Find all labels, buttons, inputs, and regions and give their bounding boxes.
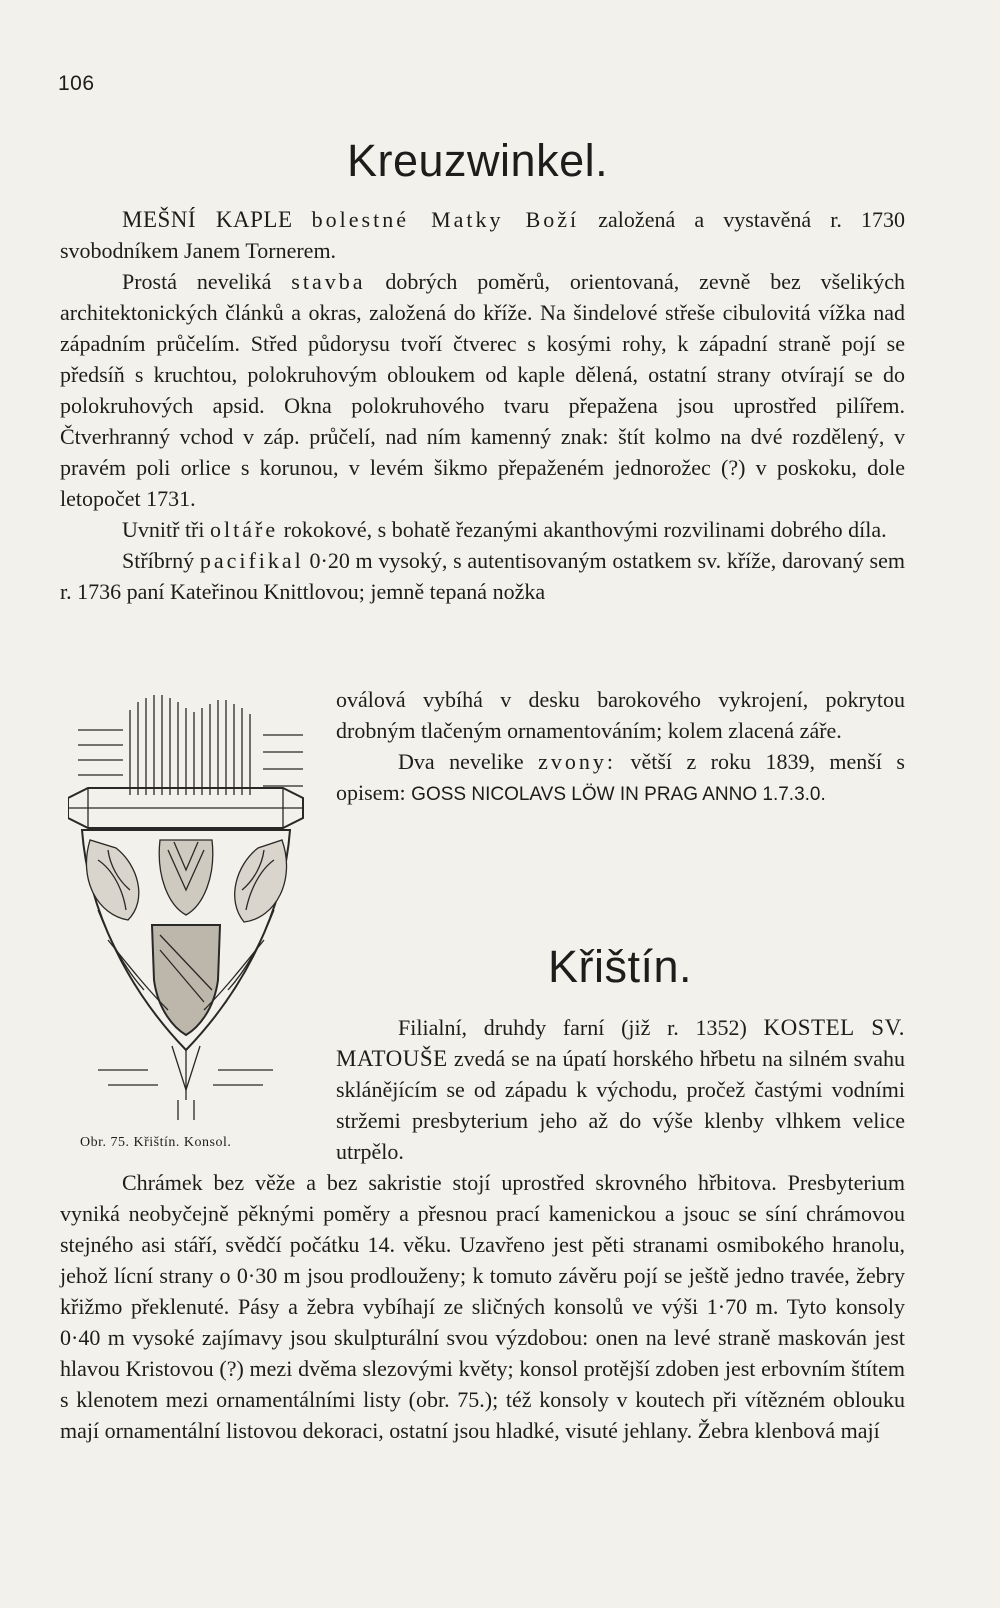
page-number: 106 (58, 72, 95, 95)
paragraph-bells: Dva nevelike zvony: větší z roku 1839, menší s opisem: GOSS NICOLAVS LÖW IN PRAG ANNO 1.7.3.0. (336, 749, 905, 805)
paragraph-pacifical: Stříbrný pacifikal 0·20 m vysoký, s autentisovaným ostatkem sv. kříže, darovaný sem r. 1736 paní Kateřinou Knittlovou; jemně tepaná nožka (60, 548, 905, 604)
paragraph-church-intro: Filialní, druhdy farní (již r. 1352) KOSTEL SV. MATOUŠE zvedá se na úpatí horského hřbetu na silném svahu sklánějícím se od západu k východu, pročež častými vodními stržemi presbyterium jeho až do výše klenby vlhkem velice utrpělo. (336, 1015, 905, 1164)
section-title-kreuzwinkel: Kreuzwinkel. (347, 135, 609, 186)
figure-console-illustration (68, 690, 318, 1150)
figure-caption: Obr. 75. Křištín. Konsol. (80, 1135, 232, 1150)
paragraph-altars: Uvnitř tři oltáře rokokové, s bohatě řezanými akanthovými rozvilinami dobrého díla. (122, 517, 887, 542)
kreuzwinkel-side-text (336, 684, 905, 810)
paragraph-building: Prostá neveliká stavba dobrých poměrů, orientovaná, zevně bez všelikých architektonických článků a okras, založená do kříže. Na šindelové střeše cibulovitá vížka nad západním průčelím. Střed půdorysu tvoří čtverec s kosými rohy, k západní straně pojí se předsíň s kruchtou, polokruhovým obloukem od kaple dělená, ostatní strany otvírají se do polokruhových apsid. Okna polokruhového tvaru přepažena jsou uprostřed pilířem. Čtverhranný vchod v záp. průčelí, nad ním kamenný znak: štít kolmo na dvé rozdělený, v pravém poli orlice s korunou, v levém šikmo přepaženém jednorožec (?) v poskoku, dole letopočet 1731. (60, 269, 905, 511)
paragraph-pacifical-cont: oválová vybíhá v desku barokového vykrojení, pokrytou drobným tlačeným ornamentováním; kolem zlacená záře. (336, 687, 905, 743)
paragraph-church-body: Chrámek bez věže a bez sakristie stojí uprostřed skrovného hřbitova. Presbyterium vyniká neobyčejně pěknými poměry a přesnou prací kamenickou a jsouc se síní chrámovou stejného asi stáří, svědčí počátku 14. věku. Uzavřeno jest pěti stranami osmibokého hranolu, jehož lícní strany o 0·30 m jsou prodlouženy; k tomuto závěru pojí se ještě jedno travée, žebry křižmo překlenuté. Pásy a žebra vybíhají ze sličných konsolů ve výši 1·70 m. Tyto konsoly 0·40 m vysoké zajímavy jsou skulpturální svou výzdobou: onen na levé straně maskován jest hlavou Kristovou (?) mezi dvěma slezovými květy; konsol protější zdoben jest erbovním štítem s klenotem mezi ornamentálními listy (obr. 75.); též konsoly v koutech při vítězném oblouku mají ornamentální listovou dekoraci, ostatní jsou hladké, visuté jehlany. Žebra klenbová mají (60, 1170, 905, 1443)
kristin-side-text (336, 1012, 905, 1167)
kristin-main-text (60, 1167, 905, 1446)
console-engraving (68, 690, 318, 1135)
section-title-kristin: Křištín. (548, 941, 693, 992)
paragraph-chapel: MEŠNÍ KAPLE bolestné Matky Boží založená a vystavěná r. 1730 svobodníkem Janem Tornerem. (60, 207, 905, 263)
kreuzwinkel-text (60, 204, 905, 607)
